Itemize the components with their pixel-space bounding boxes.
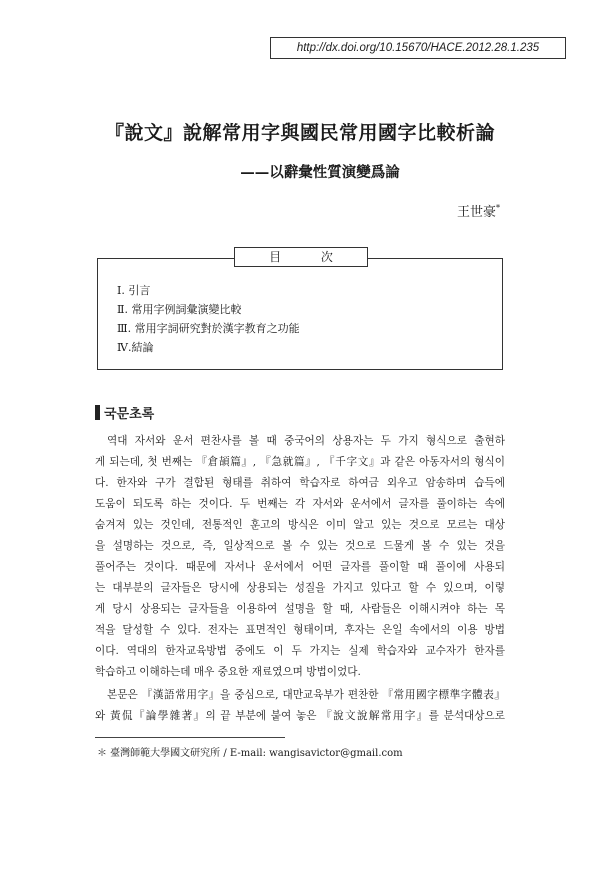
doi-link[interactable]: http://dx.doi.org/10.15670/HACE.2012.28.1.235 <box>270 37 566 59</box>
toc-item-4: Ⅳ.結論 <box>117 341 154 354</box>
author-footnote-mark: * <box>496 203 500 213</box>
text-line: 는 대부분의 글자들은 당시에 상용되는 성질을 가지고 있다고 할 수 있으며, 이렇 <box>95 582 505 594</box>
text-line: 게 되는데, 첫 번째는 『倉頡篇』, 『急就篇』, 『千字文』과 같은 아동자서의 형식이 <box>95 456 505 468</box>
text-line: 본문은 『漢語常用字』을 중심으로, 대만교육부가 편찬한 『常用國字標準字體表』 <box>107 689 505 701</box>
text-line: 게 당시 상용되는 글자들을 이용하여 설명을 할 때, 사람들은 이해시켜야 하는 목 <box>95 603 505 615</box>
abstract-paragraph-1 <box>95 431 505 683</box>
text-line: 이다. 역대의 한자교육방법 중에도 이 두 가지는 실제 학습자와 교수자가 한자를 <box>95 645 505 657</box>
footnote-divider <box>95 737 285 738</box>
heading-bar <box>95 405 100 420</box>
text-line: 숨겨져 있는 것인데, 전통적인 훈고의 방식은 이미 알고 있는 것으로 모르는 대상 <box>95 519 505 531</box>
text-line: 다. 한자와 구가 결합된 형태를 취하여 학습자로 하여금 외우고 암송하며 습득에 <box>95 477 505 489</box>
text-line: 도움이 되도록 하는 것이다. 두 번째는 각 자서와 운서에서 글자를 풀이하는 속에 <box>95 498 505 510</box>
author-footnote: ＊ 臺灣師範大學國文研究所 / E-mail: wangisavictor@gmail.com <box>97 748 403 759</box>
text-line: 적을 달성할 수 있다. 전자는 표면적인 형태이며, 후자는 은일 속에서의 이용 방법 <box>95 624 505 636</box>
abstract-heading-text: 국문초록 <box>104 407 155 422</box>
text-line: 학습하고 이해하는데 매우 중요한 재료였으며 방법이었다. <box>95 666 361 678</box>
toc-item-1: Ⅰ. 引言 <box>117 284 151 297</box>
toc-heading: 目 次 <box>234 247 368 267</box>
text-line: 와 黃侃『論學雜著』의 끝 부분에 붙여 놓은 『說文說解常用字』를 분석대상으로 <box>95 710 505 722</box>
text-line: 을 설명하는 것으로, 즉, 일상적으로 볼 수 있는 것으로 드물게 볼 수 있는 것을 <box>95 540 505 552</box>
paper-subtitle: ——以辭彙性質演變爲論 <box>240 164 400 181</box>
author-name: 王世豪 <box>456 205 496 220</box>
paper-title: 『說文』說解常用字與國民常用國字比較析論 <box>104 122 495 144</box>
text-line: 역대 자서와 운서 편찬사를 볼 때 중국어의 상용자는 두 가지 형식으로 출현하 <box>107 435 505 447</box>
text-line: 풀어주는 것이다. 때문에 자서나 운서에서 어떤 글자를 풀이할 때 풀이에 사용되 <box>95 561 505 573</box>
abstract-paragraph-2 <box>95 685 505 727</box>
toc-item-3: Ⅲ. 常用字詞研究對於漢字教育之功能 <box>117 322 300 335</box>
toc-item-2: Ⅱ. 常用字例詞彙演變比較 <box>117 303 242 316</box>
abstract-heading <box>95 403 154 422</box>
author <box>457 201 500 220</box>
